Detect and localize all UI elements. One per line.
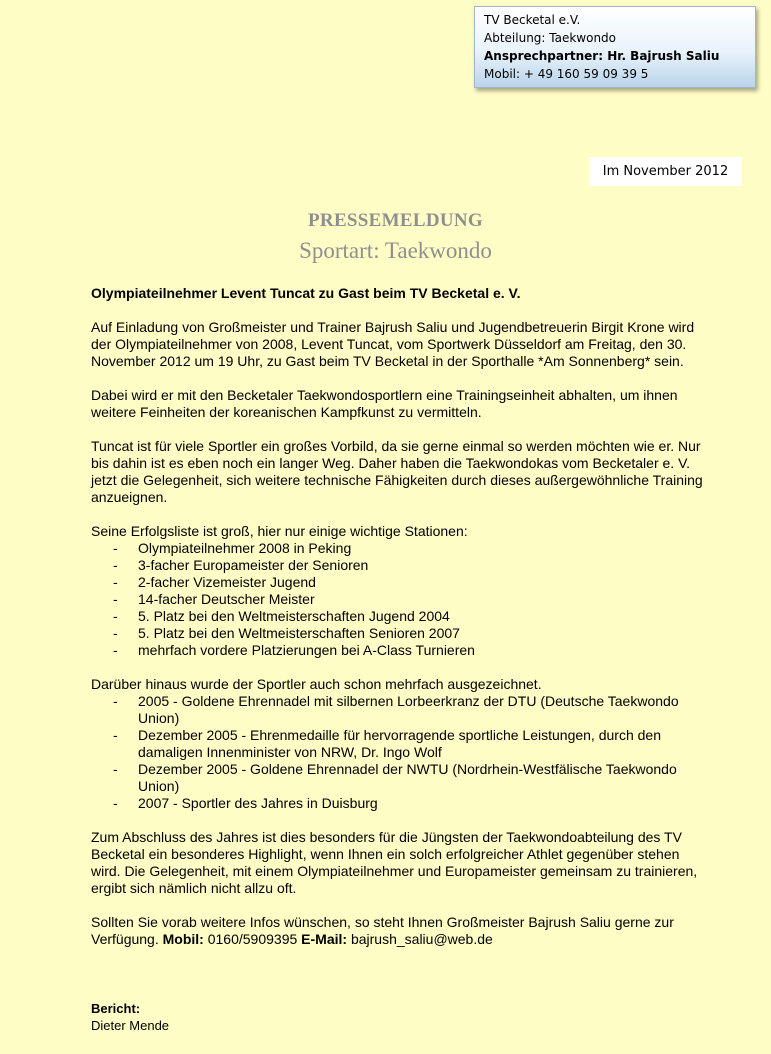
report-author: Dieter Mende: [91, 1018, 170, 1033]
successes-intro: Seine Erfolgsliste ist groß, hier nur einige wichtige Stationen:: [91, 523, 468, 539]
awards-intro: Darüber hinaus wurde der Sportler auch schon mehrfach ausgezeichnet.: [91, 676, 542, 692]
mobile-label: Mobil:: [162, 931, 204, 947]
contact-org: TV Becketal e.V.: [484, 13, 581, 27]
contact-partner: Ansprechpartner: Hr. Bajrush Saliu: [484, 49, 720, 63]
list-item: - Dezember 2005 - Ehrenmedaille für hervorragende sportliche Leistungen, durch den damaligen Innenminister von NRW, Dr. Ingo Wolf: [113, 727, 661, 760]
report-label: Bericht:: [91, 1001, 141, 1016]
contact-dept: Abteilung: Taekwondo: [484, 31, 617, 45]
contact-phone: Mobil: + 49 160 59 09 39 5: [484, 67, 649, 81]
list-item: - 5. Platz bei den Weltmeisterschaften Senioren 2007: [113, 625, 460, 641]
awards-list: [91, 693, 711, 812]
article-title: Olympiateilnehmer Levent Tuncat zu Gast beim TV Becketal e. V.: [91, 285, 521, 301]
list-item: - 14-facher Deutscher Meister: [113, 591, 315, 607]
list-item: - mehrfach vordere Platzierungen bei A-Class Turnieren: [113, 642, 475, 658]
paragraph-3: Tuncat ist für viele Sportler ein großes Vorbild, da sie gerne einmal so werden möchten wie er. Nur bis dahin ist es eben noch ein langer Weg. Daher haben die Taekwondokas vom Becketaler e. V. jetzt die Gelegenheit, sich weitere technische Fähigkeiten durch dieses außergewöhnliche Training anzueignen.: [91, 438, 703, 505]
article-body: [91, 285, 711, 948]
email-value: bajrush_saliu@web.de: [350, 931, 493, 947]
paragraph-4: Zum Abschluss des Jahres ist dies besonders für die Jüngsten der Taekwondoabteilung des TV Becketal ein besonderes Highlight, wenn Ihnen ein solch erfolgreicher Athlet gegenüber stehen wird. Die Gelegenheit, mit einem Olympiateilnehmer und Europameister gemeinsam zu trainieren, ergibt sich nämlich nicht allzu oft.: [91, 829, 698, 896]
list-item: - 2005 - Goldene Ehrennadel mit silbernen Lorbeerkranz der DTU (Deutsche Taekwondo Union): [113, 693, 679, 726]
list-item: - 3-facher Europameister der Senioren: [113, 557, 369, 573]
list-item: - Olympiateilnehmer 2008 in Peking: [113, 540, 352, 556]
list-item: - 2-facher Vizemeister Jugend: [113, 574, 316, 590]
sport-heading: Sportart: Taekwondo: [299, 238, 492, 263]
list-item: - 5. Platz bei den Weltmeisterschaften Jugend 2004: [113, 608, 450, 624]
email-label: E-Mail:: [301, 931, 348, 947]
mobile-value: 0160/5909395: [207, 931, 298, 947]
list-item: - Dezember 2005 - Goldene Ehrennadel der NWTU (Nordrhein-Westfälische Taekwondo Union): [113, 761, 677, 794]
paragraph-5: Sollten Sie vorab weitere Infos wünschen, so steht Ihnen Großmeister Bajrush Saliu gerne zur Verfügung. Mobil: 0160/5909395 E-Mail: bajrush_saliu@web.de: [91, 914, 674, 947]
paragraph-2: Dabei wird er mit den Becketaler Taekwondosportlern eine Trainingseinheit abhalten, um ihnen weitere Feinheiten der koreanischen Kampfkunst zu vermitteln.: [91, 387, 678, 420]
list-item: - 2007 - Sportler des Jahres in Duisburg: [113, 795, 378, 811]
contact-box: [474, 6, 756, 88]
successes-list: [91, 540, 711, 659]
paragraph-1: Auf Einladung von Großmeister und Trainer Bajrush Saliu und Jugendbetreuerin Birgit Krone wird der Olympiateilnehmer von 2008, Levent Tuncat, vom Sportwerk Düsseldorf am Freitag, den 30. November 2012 um 19 Uhr, zu Gast beim TV Becketal in der Sporthalle *Am Sonnenberg* sein.: [91, 319, 695, 369]
press-heading: PRESSEMELDUNG: [308, 210, 483, 231]
report-section: [91, 1000, 169, 1034]
date-box: Im November 2012: [589, 157, 742, 186]
